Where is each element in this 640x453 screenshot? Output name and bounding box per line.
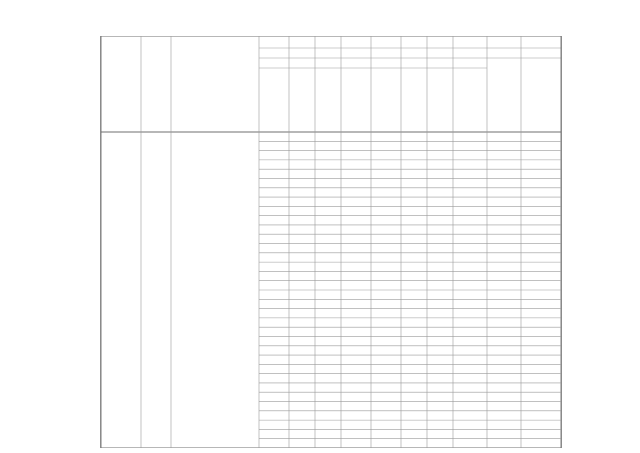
table-grid bbox=[101, 36, 561, 448]
budget-table bbox=[100, 36, 562, 448]
